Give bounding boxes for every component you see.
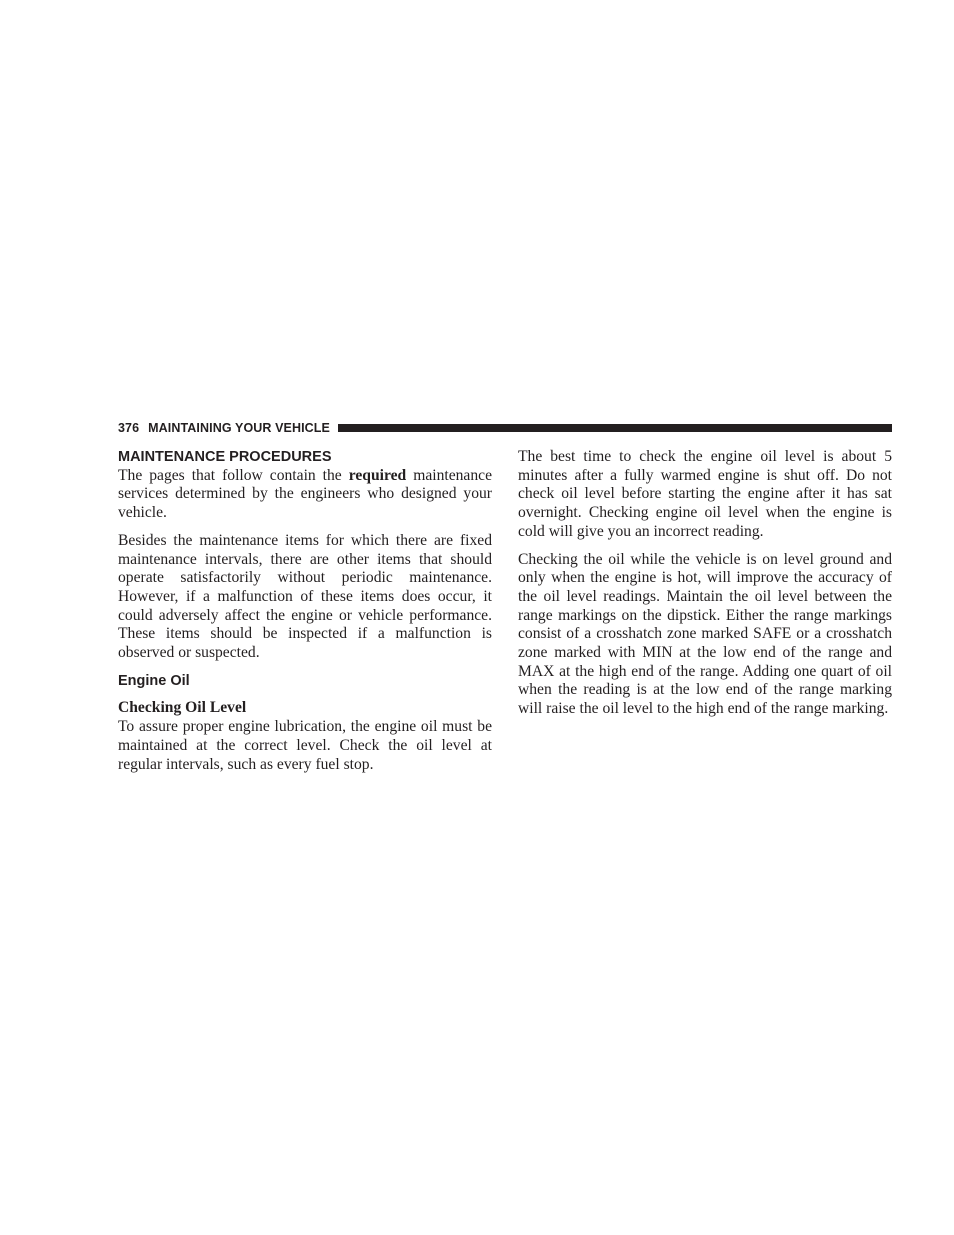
best-time-paragraph: The best time to check the engine oil level is about 5 minutes after a fully warmed engine is shut off. Do not check oil level before starting the engine after it has sat overnight. Checking engine oil level when the engine is cold will give you an incorrect reading. (518, 448, 892, 540)
left-column (118, 448, 492, 783)
running-section-title: MAINTAINING YOUR VEHICLE (148, 421, 330, 435)
checking-oil-level-heading: Checking Oil Level (118, 699, 247, 717)
maintenance-items-paragraph: Besides the maintenance items for which there are fixed maintenance intervals, there are other items that should operate satisfactorily without periodic maintenance. However, if a malfunction of these items does occur, it could adversely affect the engine or vehicle performance. These items should be inspected if a malfunction is observed or suspected. (118, 531, 492, 662)
page-header (118, 420, 892, 436)
intro-text-start: The pages that follow contain the (118, 466, 349, 484)
header-rule (338, 424, 892, 432)
engine-oil-heading: Engine Oil (118, 672, 190, 689)
intro-text-end: maintenance services determined by the engineers who designed your vehicle. (118, 466, 492, 522)
intro-paragraph (118, 467, 492, 523)
required-emphasis: required (348, 466, 407, 484)
range-markings-paragraph: Checking the oil while the vehicle is on level ground and only when the engine is hot, will improve the accuracy of the oil level readings. Maintain the oil level between the range markings on the dipstick. Either the range markings consist of a crosshatch zone marked SAFE or a crosshatch zone marked with MIN at the low end of the range and MAX at the high end of the range. Adding one quart of oil when the reading is at the low end of the range marking will raise the oil level to the high end of the range marking. (518, 550, 892, 718)
section-heading: MAINTENANCE PROCEDURES (118, 449, 332, 465)
page-number: 376 (118, 421, 140, 435)
right-column (518, 448, 892, 728)
lubrication-paragraph: To assure proper engine lubrication, the engine oil must be maintained at the correct level. Check the oil level at regular intervals, such as every fuel stop. (118, 718, 492, 773)
